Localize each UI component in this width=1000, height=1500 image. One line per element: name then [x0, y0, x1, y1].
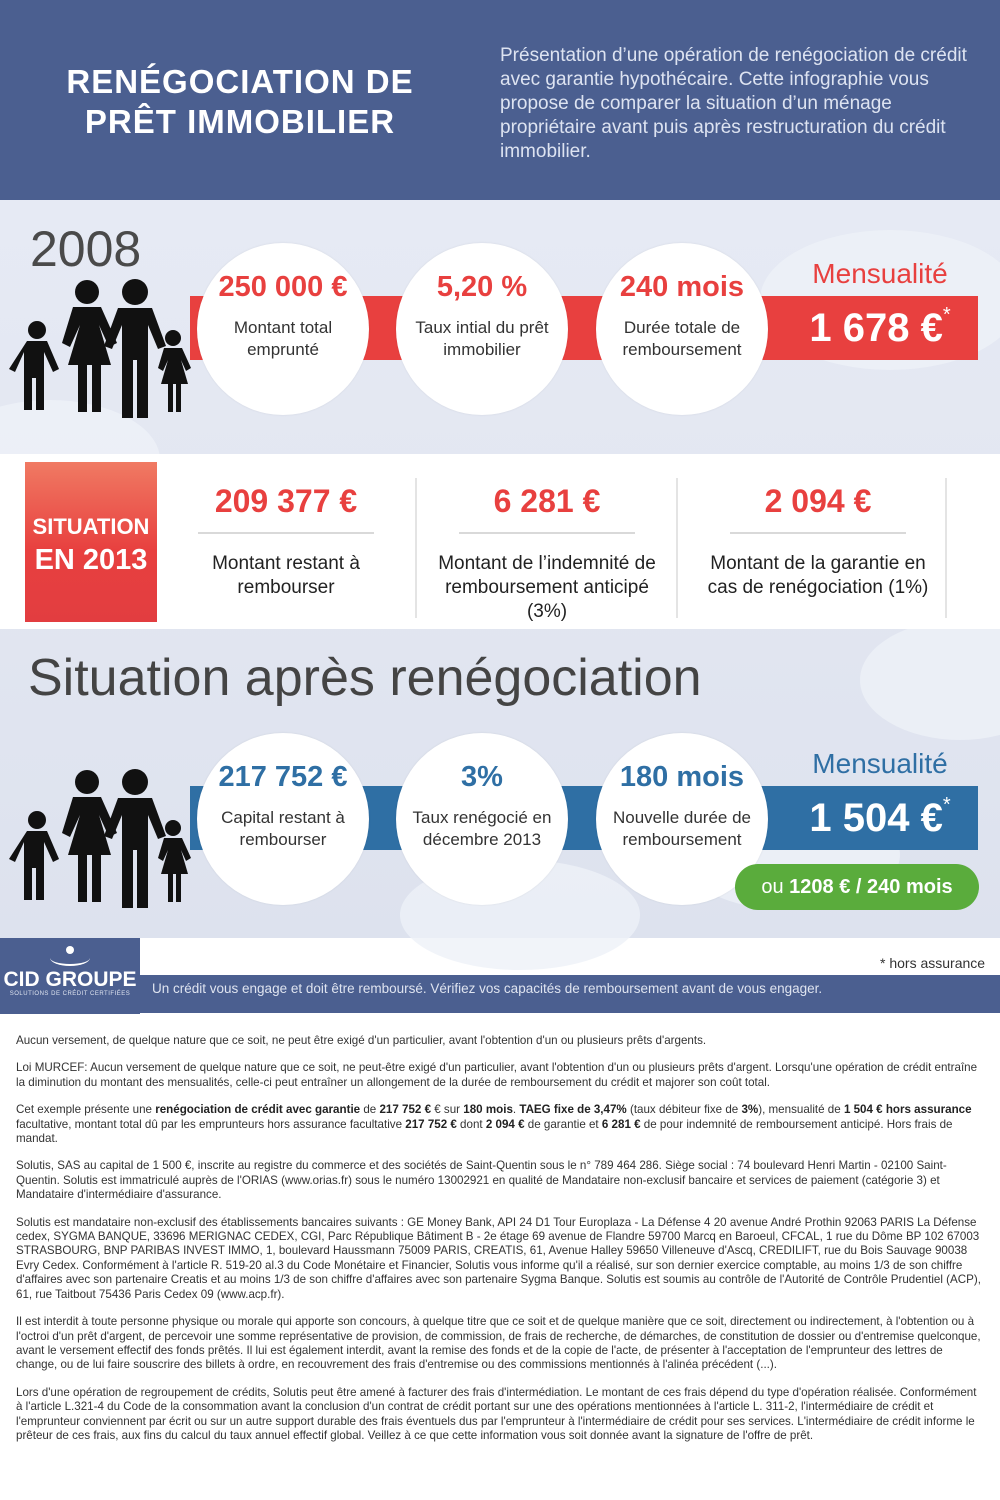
footnote-mark-2008: *	[942, 304, 951, 326]
legal-text-run: facultative, montant total dû par les emprunteurs hors assurance facultative	[16, 1117, 406, 1131]
montant-emprunte-label: Montant total emprunté	[233, 318, 333, 359]
alt-value: 1208 € / 240 mois	[789, 876, 953, 898]
sit-garantie-label: Montant de la garantie en cas de renégociation (1%)	[707, 553, 929, 598]
legal-text-run: .	[512, 1103, 520, 1117]
legal-bold-run: TAEG fixe de 3,47%	[519, 1103, 627, 1117]
taux-renegocie-value: 3%	[461, 761, 503, 793]
situation-2013-badge	[25, 462, 157, 622]
legal-paragraph-3	[16, 1103, 982, 1146]
legal-paragraph-4: Solutis, SAS au capital de 1 500 €, inscrite au registre du commerce et des sociétés de Saint-Quentin sous le n° 789 464 286. Siège social : 74 boulevard Henri Martin - 02100 Saint-Quentin. Solutis est immatriculé auprès de l'ORIAS (www.orias.fr) sous le numéro 13002921 en qualité de Mandataire non-exclusif bancaire et services de paiement (catégorie 3) et Mandataire d'intermédiaire d'assurance.	[16, 1159, 947, 1202]
family-icon	[8, 768, 194, 908]
taux-renegocie-label: Taux renégocié en décembre 2013	[412, 808, 552, 849]
circle-capital-restant	[197, 733, 369, 905]
legal-bold-run: 1 504 € hors assurance	[843, 1103, 972, 1117]
legal-text-run: € sur	[431, 1103, 464, 1117]
mensualite-after-value	[782, 796, 978, 841]
legal-bold-run: 6 281 €	[601, 1117, 641, 1131]
sit-restant-label: Montant restant à rembourser	[212, 553, 360, 598]
legal-bold-run: 217 752 €	[379, 1103, 432, 1117]
column-separator	[415, 478, 417, 618]
legal-text-run: Cet exemple présente une	[16, 1103, 156, 1117]
legal-text	[16, 1034, 982, 1456]
sit-garantie-value: 2 094 €	[764, 483, 872, 519]
legal-paragraph-7: Lors d'une opération de regroupement de crédits, Solutis peut être amené à facturer des frais d'intermédiation. Le montant de ces frais dépend du type d'opération réalisée. Conformément à l'article L.321-4 du Code de la consommation avant la conclusion d'un contrat de crédit portant sur une des opérations mentionnées à l'article L. 311-2, l'intermédiaire de crédit et l'emprunteur conviennent par écrit ou sur un autre support durable des frais éventuels dus par l'emprunteur à l'intermédiaire de crédit pour ses services. L'intermédiaire de crédit informe le prêteur de ces frais, aux fins du calcul du taux annuel effectif global. Veillez à ce que cette information vous soit donnée avant la signature de l'offre de prêt.	[16, 1385, 977, 1442]
legal-text-run: de pour indemnité de remboursement anticipé. Hors frais de mandat.	[16, 1117, 953, 1146]
after-title: Situation après renégociation	[28, 649, 702, 707]
mensualite-after-amount: 1 504 €	[809, 796, 943, 840]
legal-text-run: ), mensualité de	[758, 1103, 844, 1117]
sit-restant-value: 209 377 €	[214, 483, 358, 519]
logo-arc-icon	[50, 950, 90, 966]
legal-text-run: de garantie et	[524, 1117, 602, 1131]
duree-totale-value: 240 mois	[619, 271, 745, 303]
capital-restant-label: Capital restant à rembourser	[221, 808, 345, 849]
legal-bold-run: 2 094 €	[485, 1117, 525, 1131]
legal-bold-run: 3%	[741, 1103, 759, 1117]
legal-text-run: (taux débiteur fixe de	[626, 1103, 742, 1117]
alternative-mensualite-pill	[735, 864, 979, 910]
taux-initial-value: 5,20 %	[436, 271, 528, 303]
hors-assurance-note: * hors assurance	[880, 955, 986, 971]
sit-restant	[186, 478, 386, 600]
sit-garantie	[698, 478, 938, 600]
circle-montant-emprunte	[197, 243, 369, 415]
page-title	[30, 62, 450, 142]
column-separator	[945, 478, 947, 618]
badge-line2: EN 2013	[34, 544, 148, 576]
logo-tagline: SOLUTIONS DE CRÉDIT CERTIFIÉES	[9, 991, 131, 997]
legal-paragraph-2: Loi MURCEF: Aucun versement de quelque nature que ce soit, ne peut-être exigé d'un particulier, avant l'obtention d'un ou plusieurs prêts d'argent. Lorsqu'une opération de crédit entraîne la diminution du montant des mensualités, celle-ci peut entraîner un allongement de la durée de remboursement du crédit et majorer son coût total.	[16, 1061, 978, 1089]
legal-bold-run: renégociation de crédit avec garantie	[155, 1103, 361, 1117]
logo-name: CID GROUPE	[3, 968, 137, 991]
sit-indemnite-label: Montant de l’indemnité de remboursement anticipé (3%)	[438, 553, 656, 622]
legal-text-run: dont	[456, 1117, 486, 1131]
legal-text-run: de	[360, 1103, 380, 1117]
year-2008: 2008	[30, 221, 142, 277]
taux-initial-label: Taux intial du prêt immobilier	[415, 318, 549, 359]
legal-bold-run: 180 mois	[463, 1103, 513, 1117]
circle-taux-initial	[396, 243, 568, 415]
column-separator	[676, 478, 678, 618]
legal-paragraph-6: Il est interdit à toute personne physique ou morale qui apporte son concours, à quelque titre que ce soit et de quelque manière que ce soit, directement ou indirectement, à l'obtention ou à l'octroi d'un prêt d'argent, de percevoir une somme représentative de provision, de commission, de frais de recherche, de démarches, de constitution de dossier ou d'entremise quelconque, avant le versement effectif des fonds prêtés. Il lui est également interdit, avant la remise des fonds et de la copie de l'acte, de présenter à l'acceptation de l'emprunteur des lettres de change, ou de lui faire souscrire des billets à ordre, en recouvrement des frais d'entremise ou des commissions mentionnés à l'alinéa précédent (...).	[16, 1315, 981, 1372]
footnote-mark-after: *	[942, 794, 951, 816]
mensualite-2008-label: Mensualité	[812, 258, 948, 289]
sit-indemnite-value: 6 281 €	[493, 483, 601, 519]
legal-paragraph-1: Aucun versement, de quelque nature que ce soit, ne peut être exigé d'un particulier, avant l'obtention d'un ou plusieurs prêts d'argents.	[16, 1034, 707, 1047]
badge-line1: SITUATION	[32, 514, 150, 539]
page-title-line2: PRÊT IMMOBILIER	[84, 103, 396, 140]
mensualite-after-label: Mensualité	[812, 748, 948, 779]
sit-indemnite	[430, 478, 664, 624]
circle-taux-renegocie	[396, 733, 568, 905]
mensualite-2008-amount: 1 678 €	[809, 306, 943, 350]
alt-prefix: ou	[761, 876, 784, 898]
nouvelle-duree-label: Nouvelle durée de remboursement	[613, 808, 751, 849]
montant-emprunte-value: 250 000 €	[218, 271, 348, 303]
divider	[459, 532, 635, 534]
family-icon	[8, 278, 194, 418]
legal-paragraph-5: Solutis est mandataire non-exclusif des établissements bancaires suivants : GE Money Bank, API 24 D1 Tour Europlaza - La Défense 4 20 avenue André Prothin 92063 PARIS La Défense cedex, SYGMA BANQUE, 33696 MERIGNAC CEDEX, CGI, Parc République Bâtiment B - 2e étage 69 avenue de Flandre 59700 Marcq en Baroeul, CFCAL, 1 rue du Dôme BP 102 67003 STRASBOURG, BNP PARIBAS INVEST IMMO, 1, boulevard Haussmann 75009 PARIS, CREATIS, 61, Avenue Halley 59650 Villeneuve d'Ascq, CREDILIFT, rue du Bois Sauvage 90038 Evry Cedex. Conformément à l'article R. 519-20 al.3 du Code Monétaire et Financier, Solutis vous informe qu'il a réalisé, sur son dernier exercice comptable, au moins 1/3 de son chiffre d'affaires avec son partenaire Creatis et au moins 1/3 de son chiffre d'affaires avec son partenaire Sygma Banque. Solutis est soumis au contrôle de l'Autorité de Contrôle Prudentiel (ACP), 61, rue Taitbout 75436 Paris Cedex 09 (www.acp.fr).	[16, 1215, 981, 1301]
divider	[198, 532, 374, 534]
intro-text: Présentation d’une opération de renégociation de crédit avec garantie hypothécaire. Cette infographie vous propose de comparer la situation d’un ménage propriétaire avant puis après restructuration du crédit immobilier.	[500, 45, 967, 162]
duree-totale-label: Durée totale de remboursement	[622, 318, 742, 359]
page-title-line1: RENÉGOCIATION DE	[66, 63, 414, 100]
mensualite-2008-value	[782, 306, 978, 351]
cid-groupe-logo	[0, 938, 140, 1014]
circle-duree-totale	[596, 243, 768, 415]
legal-bold-run: 217 752 €	[405, 1117, 457, 1131]
nouvelle-duree-value: 180 mois	[619, 761, 745, 793]
capital-restant-value: 217 752 €	[218, 761, 348, 793]
divider	[730, 532, 906, 534]
warning-text: Un crédit vous engage et doit être remboursé. Vérifiez vos capacités de remboursement avant de vous engager.	[152, 981, 823, 996]
